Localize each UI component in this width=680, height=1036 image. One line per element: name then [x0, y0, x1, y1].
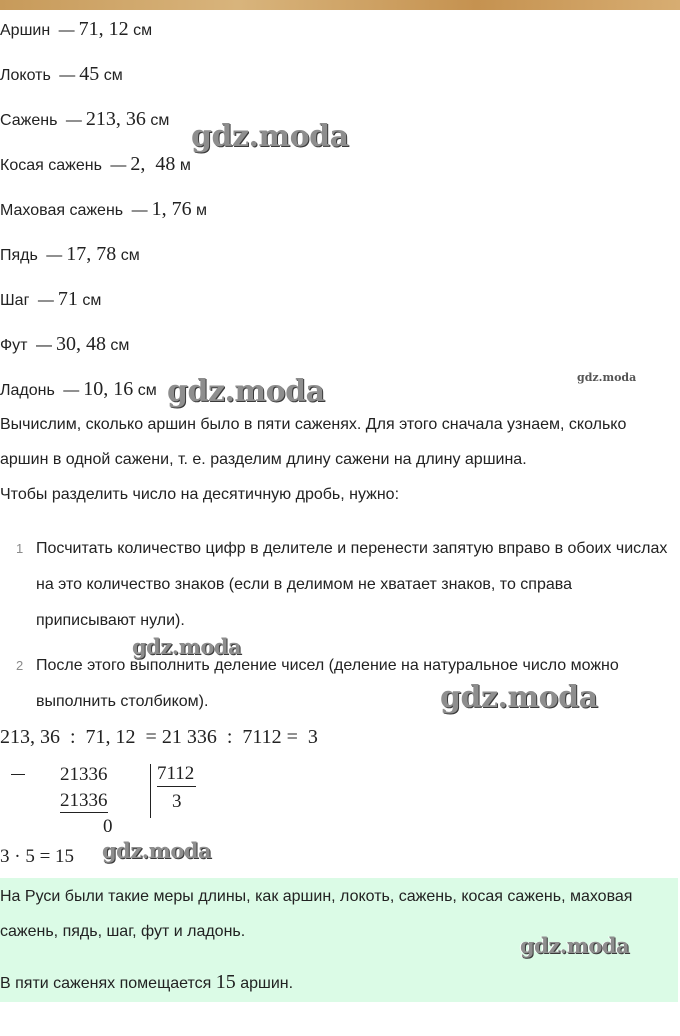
measure-line	[0, 18, 152, 42]
measure-name: Косая сажень	[0, 157, 102, 174]
divisor: 7112	[157, 762, 196, 787]
division-bar	[150, 764, 151, 818]
list-text: Посчитать количество цифр в делителе и перенести запятую вправо в обоих числах на это количество знаков (если в делимом не хватает знаков, то справа приписывают нули).	[36, 540, 668, 629]
measure-dash: —	[46, 247, 63, 264]
measure-unit: м	[179, 157, 191, 174]
measure-value: 71, 12	[78, 18, 129, 40]
subtrahend: 21336	[60, 790, 108, 811]
measure-dash: —	[35, 337, 52, 354]
measure-name: Сажень	[0, 112, 58, 129]
measure-value: 1, 76	[151, 198, 192, 220]
measure-name: Маховая сажень	[0, 202, 124, 219]
measure-name: Шаг	[0, 292, 30, 309]
measure-dash: —	[37, 292, 54, 309]
measure-line	[0, 378, 157, 402]
product-equation: 3 · 5 = 15	[0, 846, 75, 867]
measure-unit: см	[103, 67, 123, 84]
dividend: 21336	[60, 764, 108, 785]
measure-value: 2, 48	[130, 153, 176, 175]
remainder: 0	[103, 816, 113, 837]
measure-line	[0, 108, 169, 132]
measure-name: Локоть	[0, 67, 51, 84]
list-number: 1	[16, 541, 24, 556]
measure-name: Аршин	[0, 22, 51, 39]
watermark: gdz.moda	[191, 119, 349, 154]
answer-number: 15	[215, 971, 236, 993]
answer-text: На Руси были такие меры длины, как аршин, локоть, сажень, косая сажень, маховая сажень, пядь, шаг, фут и ладонь.	[0, 888, 633, 940]
measure-line	[0, 198, 207, 222]
measure-dash: —	[131, 202, 148, 219]
measure-unit: см	[82, 292, 102, 309]
measure-dash: —	[63, 382, 80, 399]
division-equation: 213, 36 : 71, 12 = 21 336 : 7112 = 3	[0, 726, 318, 748]
measure-value: 17, 78	[66, 243, 117, 265]
measure-unit: см	[120, 247, 140, 264]
measure-line	[0, 63, 123, 87]
watermark: gdz.moda	[440, 680, 598, 715]
measure-dash: —	[59, 67, 76, 84]
watermark: gdz.moda	[102, 838, 212, 863]
answer-suffix: аршин.	[240, 975, 294, 992]
measure-value: 45	[79, 63, 100, 85]
measure-value: 10, 16	[83, 378, 134, 400]
watermark: gdz.moda	[577, 371, 637, 384]
list-text: После этого выполнить деление чисел (деление на натуральное число можно выполнить столбиком).	[36, 657, 619, 710]
quotient: 3	[172, 791, 182, 812]
measure-unit: см	[110, 337, 130, 354]
measure-value: 30, 48	[55, 333, 106, 355]
measure-unit: см	[137, 382, 157, 399]
measure-dash: —	[58, 22, 75, 39]
measure-name: Фут	[0, 337, 28, 354]
long-division	[0, 760, 260, 840]
list-item	[16, 531, 668, 629]
list-number: 2	[16, 658, 24, 673]
measure-name: Пядь	[0, 247, 38, 264]
measure-value: 71	[57, 288, 78, 310]
watermark: gdz.moda	[132, 634, 242, 659]
measure-line	[0, 288, 101, 312]
measure-dash: —	[65, 112, 82, 129]
measure-value: 213, 36	[85, 108, 146, 130]
top-decorative-band	[0, 0, 680, 10]
measure-unit: см	[133, 22, 153, 39]
rule-paragraph: Чтобы разделить число на десятичную дробь, нужно:	[0, 486, 400, 503]
intro-paragraph: Вычислим, сколько аршин было в пяти саженях. Для этого сначала узнаем, сколько аршин в одной сажени, т. е. разделим длину сажени на длину аршина.	[0, 416, 627, 468]
measure-line	[0, 243, 140, 267]
measure-line	[0, 333, 129, 357]
measure-dash: —	[110, 157, 127, 174]
watermark: gdz.moda	[520, 933, 630, 958]
measure-unit: см	[150, 112, 170, 129]
minus-sign	[11, 774, 25, 775]
measure-line	[0, 153, 191, 177]
measure-unit: м	[196, 202, 208, 219]
watermark: gdz.moda	[167, 374, 325, 409]
answer-result	[0, 965, 660, 1001]
measure-name: Ладонь	[0, 382, 55, 399]
answer-prefix: В пяти саженях помещается	[0, 975, 212, 992]
